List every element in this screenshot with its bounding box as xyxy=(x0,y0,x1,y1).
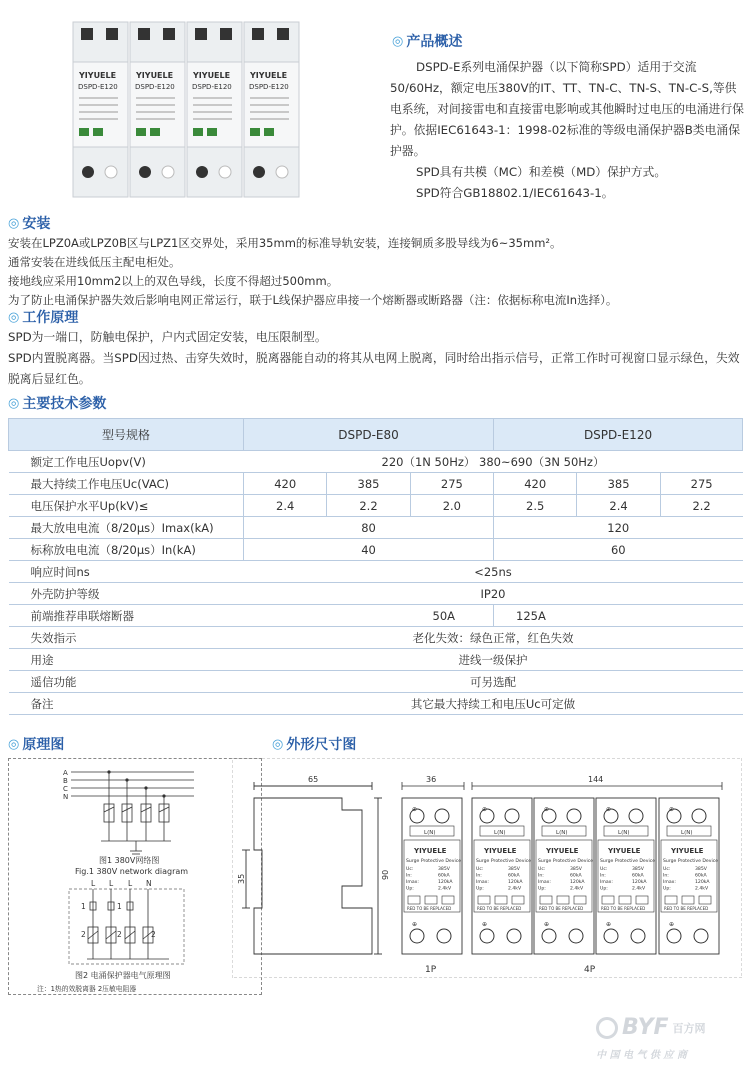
row-label: 遥信功能 xyxy=(9,671,244,693)
module-title: Surge Protective Device xyxy=(406,859,462,864)
section-bullet-icon: ◎ xyxy=(272,736,284,752)
install-heading xyxy=(8,213,50,233)
params-heading-text: 主要技术参数 xyxy=(22,396,107,412)
row-label: 额定工作电压Uopv(V) xyxy=(9,451,244,473)
schematic-heading-text: 原理图 xyxy=(22,737,65,753)
watermark-tagline: 中 国 电 气 供 应 商 xyxy=(596,1050,687,1061)
module-spec-label: Uc: xyxy=(600,867,608,872)
principle-heading xyxy=(8,307,78,327)
dimension-module xyxy=(534,798,594,954)
product-brand: YIYUELE xyxy=(250,71,288,80)
row-value: 2.2 xyxy=(660,495,742,517)
principle-text xyxy=(8,327,743,390)
module-brand: YIYUELE xyxy=(414,847,447,855)
table-row xyxy=(9,517,743,539)
product-module xyxy=(244,22,299,197)
row-value: 385 xyxy=(577,473,660,495)
terminal-label: L xyxy=(128,879,133,888)
dim-depth: 65 xyxy=(308,775,319,784)
row-label: 最大持续工作电压Uc(VAC) xyxy=(9,473,244,495)
ground-icon: ⊕ xyxy=(544,806,550,813)
terminal-text: L(N) xyxy=(618,830,630,836)
module-spec-value: 2.4kV xyxy=(438,886,452,892)
ground-icon: ⊕ xyxy=(606,806,612,813)
module-window-text: RED TO BE REPLACED xyxy=(539,906,584,911)
ground-icon: ⊕ xyxy=(544,921,550,928)
table-row xyxy=(9,605,743,627)
dimension-drawing xyxy=(232,758,742,978)
product-photo xyxy=(65,12,310,202)
module-spec-label: Up: xyxy=(538,886,546,892)
product-model: DSPD-E120 xyxy=(135,83,175,91)
overview-paragraph: SPD符合GB18802.1/IEC61643-1。 xyxy=(416,186,614,200)
table-row xyxy=(9,671,743,693)
module-spec-value: 120kA xyxy=(695,880,710,885)
module-spec-value: 120kA xyxy=(570,880,585,885)
header-e80: DSPD-E80 xyxy=(244,419,494,451)
module-spec-label: In: xyxy=(663,873,669,879)
terminal-text: L(N) xyxy=(681,830,693,836)
module-spec-label: Uc: xyxy=(663,867,671,872)
table-row xyxy=(9,473,743,495)
product-brand: YIYUELE xyxy=(79,71,117,80)
module-title: Surge Protective Device xyxy=(600,859,656,864)
table-row xyxy=(9,583,743,605)
module-spec-value: 120kA xyxy=(508,880,523,885)
install-heading-text: 安装 xyxy=(22,216,51,232)
module-spec-label: Up: xyxy=(406,886,414,892)
ground-icon: ⊕ xyxy=(669,921,675,928)
module-spec-value: 2.4kV xyxy=(570,886,584,892)
dim-width-4p: 144 xyxy=(588,775,604,784)
row-label: 前端推荐串联熔断器 xyxy=(9,605,244,627)
module-spec-value: 60kA xyxy=(695,873,707,879)
product-module xyxy=(130,22,185,197)
row-label: 响应时间ns xyxy=(9,561,244,583)
module-spec-label: Up: xyxy=(600,886,608,892)
ground-icon: ⊕ xyxy=(412,921,418,928)
row-value: 120 xyxy=(494,517,743,539)
dim-width-1p: 36 xyxy=(426,775,437,784)
principle-line: SPD为一端口，防触电保护，户内式固定安装，电压限制型。 xyxy=(8,330,327,344)
module-title: Surge Protective Device xyxy=(538,859,594,864)
module-spec-value: 120kA xyxy=(438,880,453,885)
fig2-caption: 图2 电涌保护器电气原理图 xyxy=(75,971,171,980)
row-value: 老化失效：绿色正常，红色失效 xyxy=(244,627,743,649)
overview-paragraph: SPD具有共模（MC）和差模（MD）保护方式。 xyxy=(416,165,667,179)
install-text xyxy=(8,234,743,310)
row-value: 275 xyxy=(410,473,493,495)
module-spec-value: 385V xyxy=(438,867,450,872)
dimensions-heading-text: 外形尺寸图 xyxy=(286,737,357,753)
label-4p: 4P xyxy=(584,965,596,975)
row-label: 失效指示 xyxy=(9,627,244,649)
watermark-logo: BYF xyxy=(622,1015,669,1040)
row-label: 最大放电电流（8/20μs）Imax(kA) xyxy=(9,517,244,539)
row-value: 2.0 xyxy=(410,495,493,517)
module-spec-value: 385V xyxy=(695,867,707,872)
module-spec-value: 2.4kV xyxy=(695,886,709,892)
row-value: 80 xyxy=(244,517,494,539)
phase-label: N xyxy=(63,793,69,801)
section-bullet-icon: ◎ xyxy=(8,395,20,411)
dimension-module xyxy=(472,798,532,954)
module-spec-value: 2.4kV xyxy=(508,886,522,892)
table-row xyxy=(9,693,743,715)
terminal-text: L(N) xyxy=(556,830,568,836)
section-bullet-icon: ◎ xyxy=(8,309,20,325)
row-value: 125A xyxy=(494,605,743,627)
module-window-text: RED TO BE REPLACED xyxy=(664,906,709,911)
terminal-text: L(N) xyxy=(494,830,506,836)
overview-heading xyxy=(392,31,462,51)
install-line: 为了防止电涌保护器失效后影响电网正常运行，联于L线保护器应串接一个熔断器或断路器（注：依据标称电流In选择）。 xyxy=(8,293,618,307)
dim-height: 90 xyxy=(381,869,390,880)
label-1p: 1P xyxy=(425,965,437,975)
module-spec-value: 60kA xyxy=(632,873,644,879)
module-window-text: RED TO BE REPLACED xyxy=(477,906,522,911)
module-spec-label: In: xyxy=(538,873,544,879)
part-label: 1 xyxy=(81,902,86,911)
row-value: 进线一级保护 xyxy=(244,649,743,671)
fig1-caption-en: Fig.1 380V network diagram xyxy=(75,867,189,876)
product-module xyxy=(73,22,128,197)
product-model: DSPD-E120 xyxy=(192,83,232,91)
principle-heading-text: 工作原理 xyxy=(22,310,79,326)
module-spec-value: 60kA xyxy=(508,873,520,879)
module-brand: YIYUELE xyxy=(484,847,517,855)
ground-icon: ⊕ xyxy=(606,921,612,928)
product-module xyxy=(187,22,242,197)
module-spec-value: 385V xyxy=(632,867,644,872)
dimension-module xyxy=(596,798,656,954)
table-row xyxy=(9,451,743,473)
header-model: 型号规格 xyxy=(9,419,244,451)
table-row xyxy=(9,539,743,561)
module-spec-label: In: xyxy=(476,873,482,879)
table-row xyxy=(9,495,743,517)
row-label: 标称放电电流（8/20μs）In(kA) xyxy=(9,539,244,561)
part-label: 2 xyxy=(151,930,156,939)
module-spec-label: Up: xyxy=(663,886,671,892)
module-spec-label: Up: xyxy=(476,886,484,892)
dimension-module xyxy=(402,798,462,954)
dimension-module xyxy=(659,798,719,954)
module-spec-label: Imax: xyxy=(600,880,613,885)
schematic-note: 注：1热的效脱离器 2压敏电阻器 xyxy=(37,985,137,993)
row-label: 电压保护水平Up(kV)≤ xyxy=(9,495,244,517)
row-value: 可另选配 xyxy=(244,671,743,693)
module-spec-value: 2.4kV xyxy=(632,886,646,892)
row-value: 其它最大持续工和电压Uc可定做 xyxy=(244,693,743,715)
module-brand: YIYUELE xyxy=(671,847,704,855)
dimensions-heading xyxy=(272,734,356,754)
terminal-text: L(N) xyxy=(424,830,436,836)
row-value: 2.4 xyxy=(244,495,327,517)
table-row xyxy=(9,561,743,583)
phase-label: C xyxy=(63,785,68,793)
terminal-label: L xyxy=(109,879,114,888)
install-line: 安装在LPZ0A或LPZ0B区与LPZ1区交界处，采用35mm的标准导轨安装，连接铜质多股导线为6~35mm²。 xyxy=(8,236,562,250)
row-value: 385 xyxy=(327,473,410,495)
row-label: 外壳防护等级 xyxy=(9,583,244,605)
row-value: 2.4 xyxy=(577,495,660,517)
section-bullet-icon: ◎ xyxy=(392,33,404,49)
module-spec-value: 385V xyxy=(570,867,582,872)
module-brand: YIYUELE xyxy=(608,847,641,855)
module-title: Surge Protective Device xyxy=(476,859,532,864)
section-bullet-icon: ◎ xyxy=(8,736,20,752)
params-heading xyxy=(8,393,106,413)
module-title: Surge Protective Device xyxy=(663,859,719,864)
table-row xyxy=(9,627,743,649)
overview-paragraph: DSPD-E系列电涌保护器（以下简称SPD）适用于交流50/60Hz，额定电压380V的IT、TT、TN-C、TN-S、TN-C-S,等供电系统，对间接雷电和直接雷电影响或其他瞬时过电压的电涌进行保护。依据IEC61643-1：1998-02标准的等级电涌保护器B类电涌保护器。 xyxy=(390,60,744,158)
ground-icon: ⊕ xyxy=(669,806,675,813)
module-brand: YIYUELE xyxy=(546,847,579,855)
row-value: 50A xyxy=(244,605,494,627)
overview-heading-text: 产品概述 xyxy=(406,34,463,50)
module-spec-value: 385V xyxy=(508,867,520,872)
row-value: 275 xyxy=(660,473,742,495)
ground-icon: ⊕ xyxy=(482,806,488,813)
module-spec-label: Imax: xyxy=(406,880,419,885)
product-brand: YIYUELE xyxy=(136,71,174,80)
phase-label: A xyxy=(63,769,68,777)
module-spec-label: Uc: xyxy=(406,867,414,872)
terminal-label: L xyxy=(91,879,96,888)
row-value: 420 xyxy=(244,473,327,495)
schematic-diagram xyxy=(8,758,262,995)
module-spec-label: Uc: xyxy=(476,867,484,872)
module-spec-label: Imax: xyxy=(476,880,489,885)
watermark xyxy=(596,1015,746,1061)
table-row xyxy=(9,649,743,671)
module-window-text: RED TO BE REPLACED xyxy=(407,906,452,911)
row-value: 420 xyxy=(494,473,577,495)
product-model: DSPD-E120 xyxy=(78,83,118,91)
module-window-text: RED TO BE REPLACED xyxy=(601,906,646,911)
terminal-label: N xyxy=(146,879,152,888)
phase-label: B xyxy=(63,777,68,785)
module-spec-value: 60kA xyxy=(570,873,582,879)
row-value: 40 xyxy=(244,539,494,561)
module-spec-label: Imax: xyxy=(663,880,676,885)
install-line: 通常安装在进线低压主配电柜处。 xyxy=(8,255,181,269)
watermark-logo-icon xyxy=(596,1017,618,1039)
row-label: 用途 xyxy=(9,649,244,671)
row-value: 60 xyxy=(494,539,743,561)
install-line: 接地线应采用10mm2以上的双色导线，长度不得超过500mm。 xyxy=(8,274,339,288)
watermark-sub: 百方网 xyxy=(672,1021,706,1035)
product-model: DSPD-E120 xyxy=(249,83,289,91)
module-spec-label: Imax: xyxy=(538,880,551,885)
part-label: 1 xyxy=(117,902,122,911)
ground-icon: ⊕ xyxy=(412,806,418,813)
part-label: 2 xyxy=(117,930,122,939)
row-value: 2.5 xyxy=(494,495,577,517)
product-brand: YIYUELE xyxy=(193,71,231,80)
row-value: 2.2 xyxy=(327,495,410,517)
module-spec-label: In: xyxy=(406,873,412,879)
table-header-row xyxy=(9,419,743,451)
dim-rail: 35 xyxy=(237,873,246,884)
fig1-caption: 图1 380V网络图 xyxy=(99,856,160,865)
row-value: 220（1N 50Hz） 380~690（3N 50Hz） xyxy=(244,451,743,473)
header-e120: DSPD-E120 xyxy=(494,419,743,451)
spec-table xyxy=(8,418,743,715)
ground-icon: ⊕ xyxy=(482,921,488,928)
section-bullet-icon: ◎ xyxy=(8,215,20,231)
module-spec-value: 60kA xyxy=(438,873,450,879)
overview-text xyxy=(390,57,745,204)
row-label: 备注 xyxy=(9,693,244,715)
schematic-heading xyxy=(8,734,64,754)
row-value: <25ns xyxy=(244,561,743,583)
principle-line: SPD内置脱离器。当SPD因过热、击穿失效时，脱离器能自动的将其从电网上脱离，同时给出指示信号，正常工作时可视窗口显示绿色，失效脱离后显红色。 xyxy=(8,351,740,386)
row-value: IP20 xyxy=(244,583,743,605)
module-spec-label: In: xyxy=(600,873,606,879)
module-spec-value: 120kA xyxy=(632,880,647,885)
part-label: 2 xyxy=(81,930,86,939)
module-spec-label: Uc: xyxy=(538,867,546,872)
